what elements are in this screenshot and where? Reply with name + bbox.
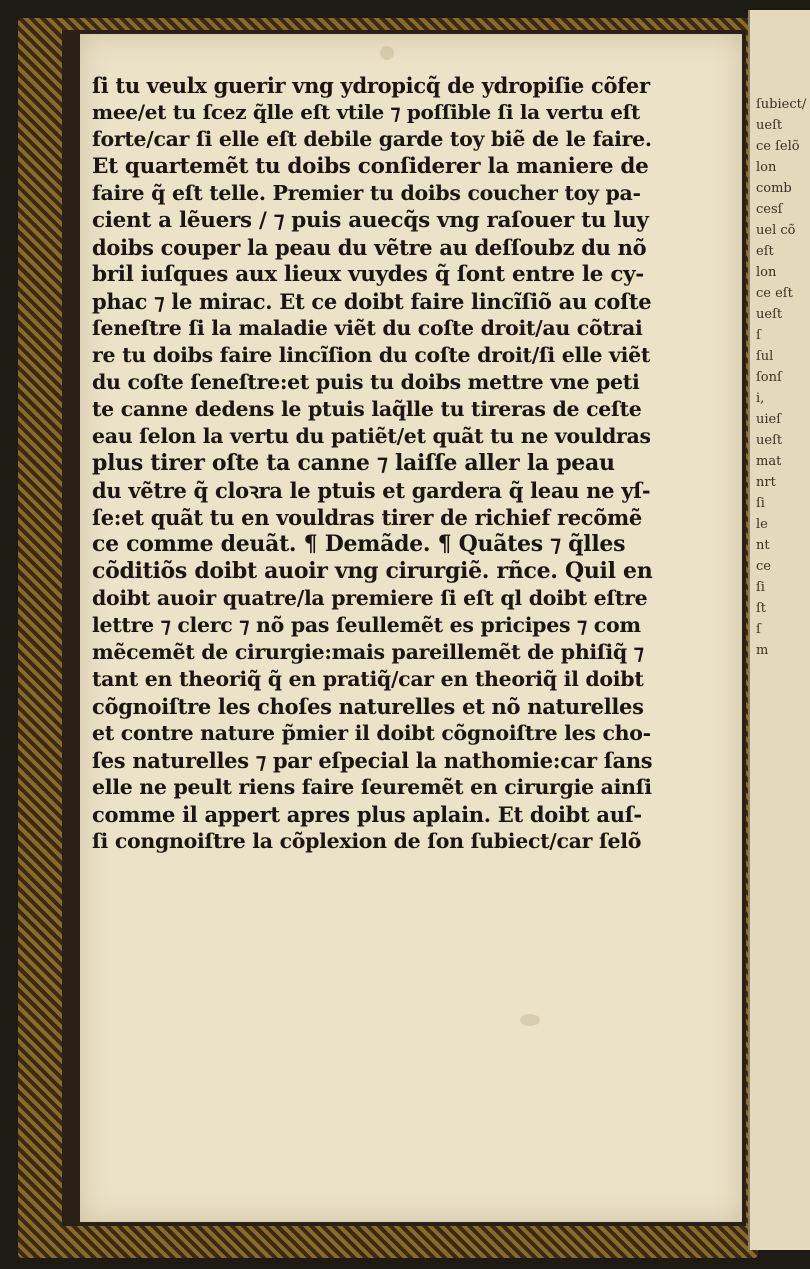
text-line: du vẽtre q̃ cloꝛra le ptuis et gardera q̃ leau ne yſ-	[92, 478, 651, 503]
text-line: Et quartemẽt tu doibs conſiderer la maniere de	[92, 154, 649, 179]
facing-page-fragment: uieſ	[756, 412, 782, 427]
facing-page-fragment: i,	[756, 391, 765, 406]
text-line: comme il appert apres plus aplain. Et doibt auſ-	[92, 802, 642, 827]
text-line: du coſte ſeneſtre:et puis tu doibs mettre vne peti	[92, 370, 640, 394]
text-line: mẽcemẽt de cirurgie:mais pareillemẽt de phiſiq̃ ⁊	[92, 640, 644, 664]
facing-page-fragment: nrt	[756, 475, 776, 490]
paper-stain	[380, 46, 394, 60]
text-line: ſi tu veulx guerir vng ydropicq̃ de ydropiſie cõfer	[92, 73, 650, 98]
text-line: cõditiõs doibt auoir vng cirurgiẽ. rñce. Quil en	[92, 558, 653, 584]
text-line: cient a lẽuers / ⁊ puis auecq̃s vng raſouer tu luy	[92, 208, 649, 233]
text-line: mee/et tu ſcez q̃lle eſt vtile ⁊ poſſible ſi la vertu eſt	[92, 100, 640, 124]
facing-page-fragment: lon	[756, 160, 777, 175]
facing-page-fragment: m	[756, 643, 769, 658]
facing-page-fragment: le	[756, 517, 768, 532]
facing-page-fragment: ſi	[756, 496, 765, 511]
text-line: bril iuſques aux lieux vuydes q̃ ſont entre le cy-	[92, 262, 644, 287]
facing-page-fragments	[750, 94, 810, 661]
text-line: eau ſelon la vertu du patiẽt/et quãt tu ne vouldras	[92, 424, 651, 448]
text-line: et contre nature p̃mier il doibt cõgnoiſtre les cho-	[92, 721, 651, 745]
facing-page-fragment: ſi	[756, 580, 765, 595]
facing-page-fragment: uel cõ	[756, 223, 796, 238]
facing-page-fragment: ſubiect/	[756, 97, 807, 112]
facing-page-edge	[748, 10, 810, 1250]
text-line: doibt auoir quatre/la premiere ſi eſt ql doibt eſtre	[92, 586, 648, 610]
text-line: ſe:et quãt tu en vouldras tirer de richief recõmẽ	[92, 505, 642, 530]
text-line: phac ⁊ le mirac. Et ce doibt faire lincĩſiõ au coſte	[92, 289, 652, 314]
facing-page-fragment: lon	[756, 265, 777, 280]
facing-page-fragment: ueſt	[756, 433, 783, 448]
text-line: cõgnoiſtre les choſes naturelles et nõ naturelles	[92, 694, 644, 719]
facing-page-fragment: ce ſelõ	[756, 139, 800, 154]
text-line: ſeneſtre ſi la maladie viẽt du coſte droit/au cõtrai	[92, 316, 643, 340]
text-line: ce comme deuãt. ¶ Demãde. ¶ Quãtes ⁊ q̃lles	[92, 531, 626, 557]
text-line: re tu doibs faire lincĩſion du coſte droit/ſi elle viẽt	[92, 343, 651, 367]
facing-page-fragment: ueſt	[756, 118, 783, 133]
facing-page-fragment: nt	[756, 538, 770, 553]
text-line: plus tirer oſte ta canne ⁊ laiſſe aller la peau	[92, 450, 615, 476]
facing-page-fragment: ueſt	[756, 307, 783, 322]
text-line: elle ne peult riens faire ſeuremẽt en cirurgie ainſi	[92, 775, 652, 799]
facing-page-fragment: mat	[756, 454, 782, 469]
facing-page-fragment: ce	[756, 559, 771, 574]
facing-page-fragment: ſul	[756, 349, 774, 364]
paper-stain	[520, 1014, 540, 1026]
text-block	[92, 72, 652, 855]
text-line: tant en theoriq̃ q̃ en pratiq̃/car en theoriq̃ il doibt	[92, 667, 644, 691]
text-line: doibs couper la peau du vẽtre au deſſoubz du nõ	[92, 235, 647, 260]
facing-page-fragment: ſonſ	[756, 370, 782, 385]
facing-page-fragment: ce eſt	[756, 286, 793, 301]
text-line: forte/car ſi elle eſt debile garde toy biẽ de le faire.	[92, 127, 652, 151]
facing-page-fragment: ſ	[756, 328, 761, 343]
text-line: faire q̃ eſt telle. Premier tu doibs coucher toy pa-	[92, 181, 641, 205]
facing-page-fragment: ſ	[756, 622, 761, 637]
text-line: te canne dedens le ptuis laq̃lle tu tireras de ceſte	[92, 397, 642, 421]
text-line: ſi congnoiſtre la cõplexion de ſon ſubiect/car ſelõ	[92, 829, 642, 853]
text-line: ſes naturelles ⁊ par eſpecial la nathomie:car ſans	[92, 748, 653, 773]
facing-page-fragment: eſt	[756, 244, 774, 259]
facing-page-fragment: ſt	[756, 601, 767, 616]
facing-page-fragment: cesſ	[756, 202, 783, 217]
facing-page-fragment: comb	[756, 181, 792, 196]
text-line: lettre ⁊ clerc ⁊ nõ pas ſeullemẽt es pricipes ⁊ com	[92, 613, 641, 637]
